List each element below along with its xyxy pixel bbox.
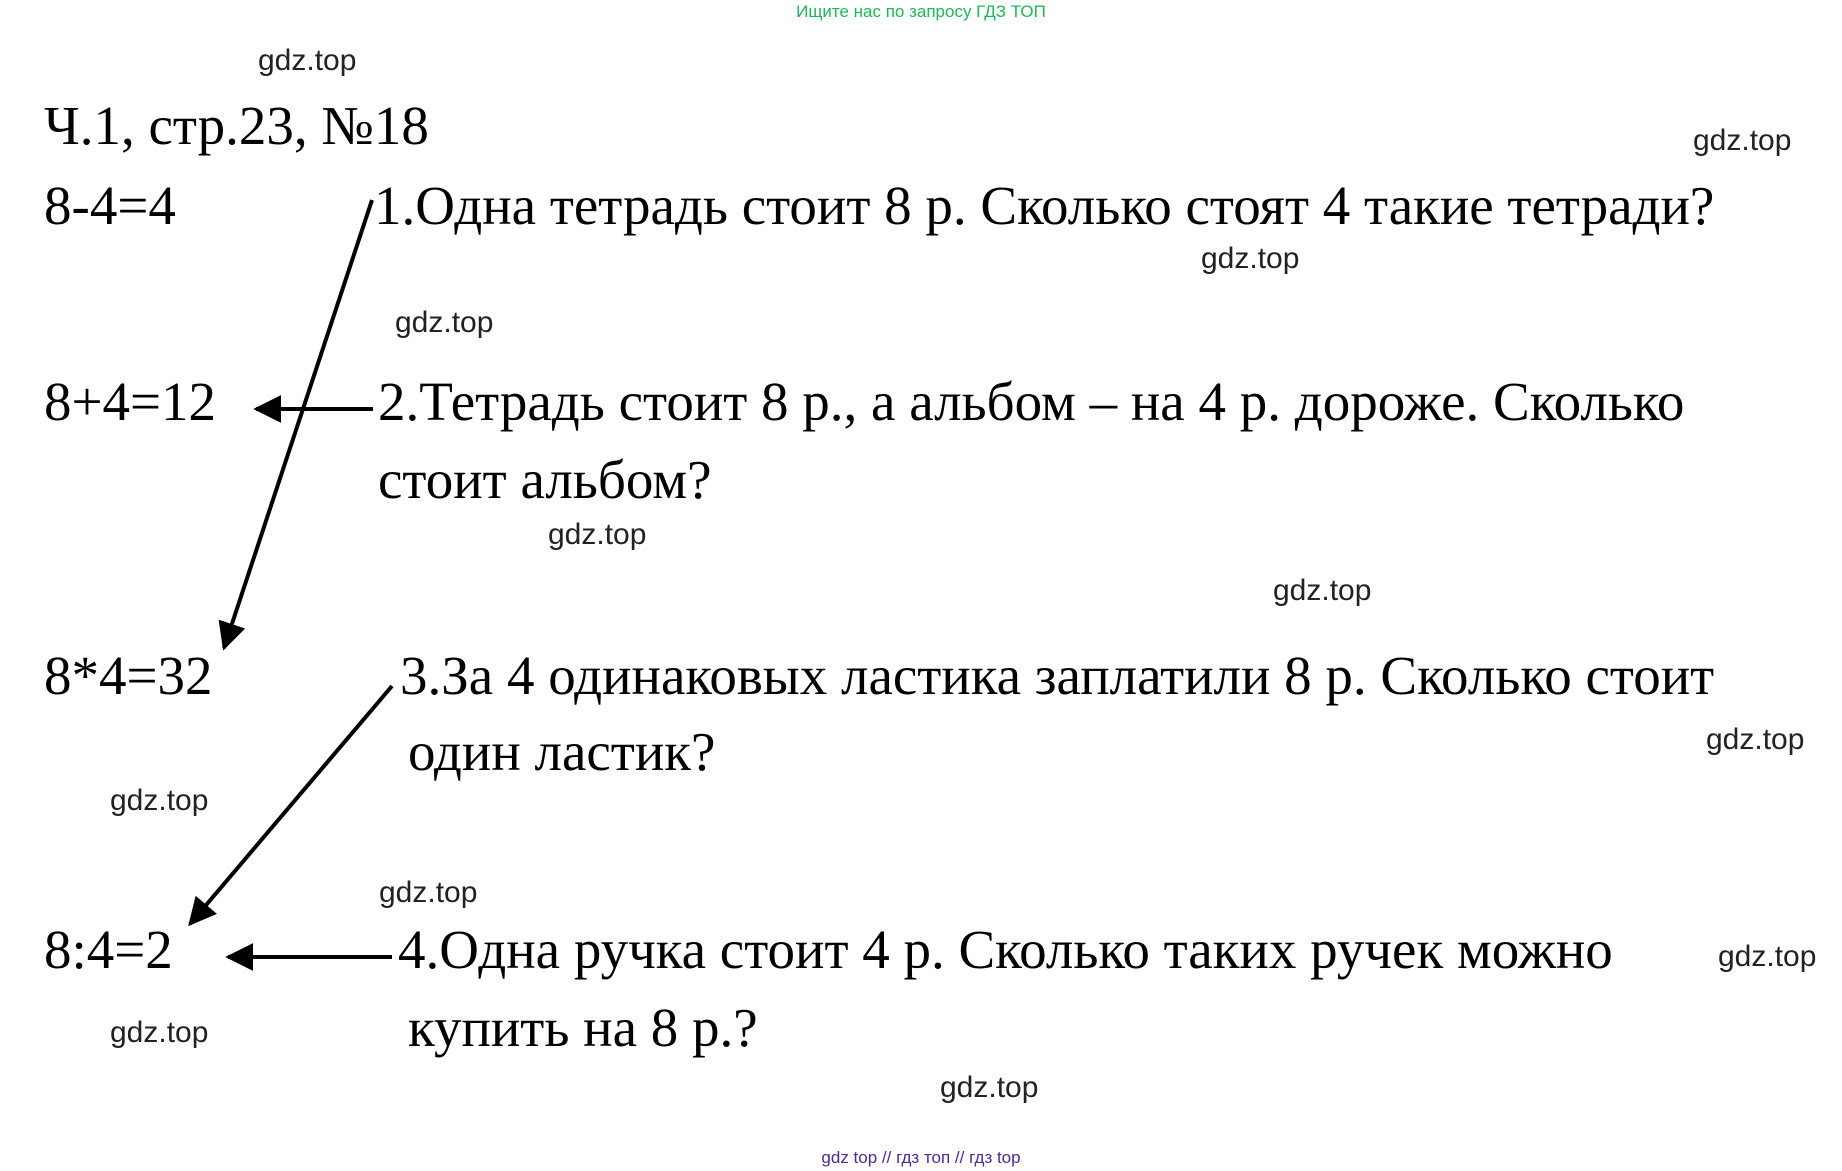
problem-4-line-2: купить на 8 р.? bbox=[408, 997, 758, 1058]
watermark: gdz.top bbox=[1201, 242, 1300, 275]
problem-1-line-1: 1.Одна тетрадь стоит 8 р. Сколько стоят 4 такие тетради? bbox=[374, 175, 1715, 236]
watermark: gdz.top bbox=[548, 518, 647, 551]
top-banner: Ищите нас по запросу ГДЗ ТОП bbox=[796, 2, 1046, 21]
watermark: gdz.top bbox=[1718, 940, 1817, 973]
watermark: gdz.top bbox=[1706, 723, 1805, 756]
watermark: gdz.top bbox=[940, 1071, 1039, 1104]
problem-3-line-2: один ластик? bbox=[408, 721, 716, 782]
watermark: gdz.top bbox=[110, 784, 209, 817]
arrow-problem-3-to-division bbox=[190, 686, 392, 924]
arrow-problem-1-to-multiplication bbox=[224, 200, 372, 648]
watermark: gdz.top bbox=[379, 876, 478, 909]
equation-subtraction: 8-4=4 bbox=[44, 175, 176, 236]
page-title: Ч.1, стр.23, №18 bbox=[44, 95, 429, 156]
equation-division: 8:4=2 bbox=[44, 919, 173, 980]
watermark: gdz.top bbox=[1693, 124, 1792, 157]
watermark: gdz.top bbox=[395, 306, 494, 339]
equation-addition: 8+4=12 bbox=[44, 371, 217, 432]
problem-2-line-1: 2.Тетрадь стоит 8 р., а альбом – на 4 р. дороже. Сколько bbox=[378, 371, 1685, 432]
watermark: gdz.top bbox=[1273, 574, 1372, 607]
equation-multiplication: 8*4=32 bbox=[44, 645, 213, 706]
watermark: gdz.top bbox=[258, 44, 357, 77]
footer-links: gdz top // гдз топ // гдз top bbox=[821, 1148, 1021, 1167]
problem-2-line-2: стоит альбом? bbox=[378, 449, 712, 510]
problem-4-line-1: 4.Одна ручка стоит 4 р. Сколько таких ручек можно bbox=[398, 919, 1613, 980]
problem-3-line-1: 3.За 4 одинаковых ластика заплатили 8 р. Сколько стоит bbox=[400, 645, 1715, 706]
watermark: gdz.top bbox=[110, 1016, 209, 1049]
